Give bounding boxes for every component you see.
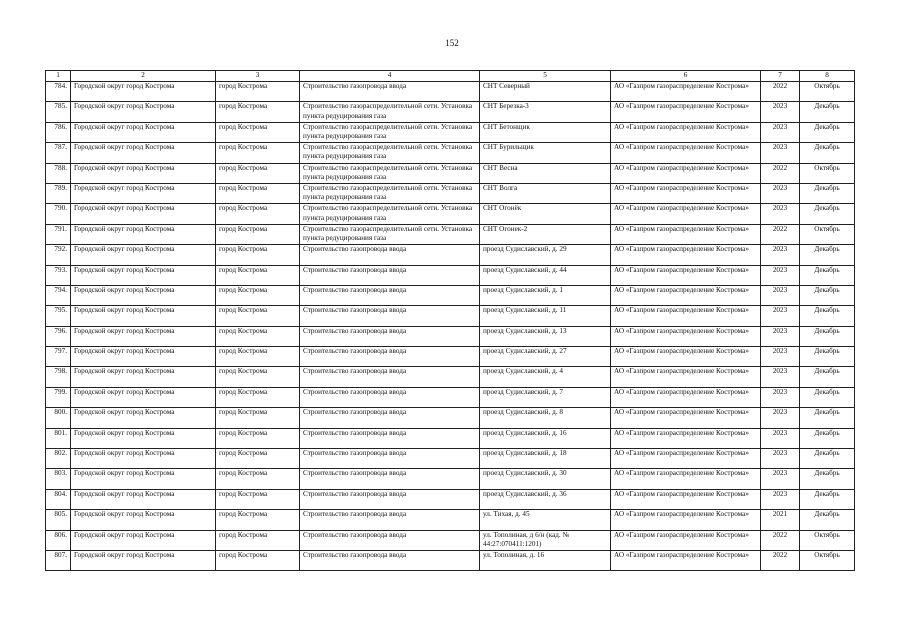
cell-work-type: Строительство газопровода ввода xyxy=(300,550,480,570)
cell-municipality: Городской округ город Кострома xyxy=(71,306,216,326)
cell-municipality: Городской округ город Кострома xyxy=(71,449,216,469)
cell-locality: город Кострома xyxy=(216,183,300,203)
column-number-2: 2 xyxy=(71,71,216,82)
cell-year: 2023 xyxy=(761,245,800,265)
cell-year: 2022 xyxy=(761,224,800,244)
cell-year: 2023 xyxy=(761,489,800,509)
cell-organization: АО «Газпром газораспределение Кострома» xyxy=(611,183,761,203)
cell-month: Декабрь xyxy=(800,306,855,326)
cell-month: Декабрь xyxy=(800,428,855,448)
cell-year: 2023 xyxy=(761,122,800,142)
cell-year: 2022 xyxy=(761,163,800,183)
cell-object-address: проезд Судиславский, д. 27 xyxy=(480,347,611,367)
cell-year: 2023 xyxy=(761,449,800,469)
cell-organization: АО «Газпром газораспределение Кострома» xyxy=(611,163,761,183)
cell-num: 801. xyxy=(46,428,71,448)
cell-organization: АО «Газпром газораспределение Кострома» xyxy=(611,469,761,489)
cell-work-type: Строительство газопровода ввода xyxy=(300,367,480,387)
table-row xyxy=(46,428,855,448)
cell-municipality: Городской округ город Кострома xyxy=(71,326,216,346)
cell-month: Декабрь xyxy=(800,183,855,203)
column-number-5: 5 xyxy=(480,71,611,82)
cell-month: Декабрь xyxy=(800,469,855,489)
cell-work-type: Строительство газопровода ввода xyxy=(300,428,480,448)
cell-month: Декабрь xyxy=(800,408,855,428)
cell-organization: АО «Газпром газораспределение Кострома» xyxy=(611,204,761,224)
cell-object-address: СНТ Березка-3 xyxy=(480,102,611,122)
cell-year: 2023 xyxy=(761,204,800,224)
cell-object-address: СНТ Северный xyxy=(480,82,611,102)
cell-municipality: Городской округ город Кострома xyxy=(71,122,216,142)
cell-object-address: проезд Судиславский, д. 4 xyxy=(480,367,611,387)
cell-municipality: Городской округ город Кострома xyxy=(71,102,216,122)
table-row xyxy=(46,449,855,469)
table-row xyxy=(46,204,855,224)
cell-work-type: Строительство газопровода ввода xyxy=(300,510,480,530)
cell-year: 2023 xyxy=(761,285,800,305)
cell-locality: город Кострома xyxy=(216,245,300,265)
cell-municipality: Городской округ город Кострома xyxy=(71,408,216,428)
cell-month: Декабрь xyxy=(800,265,855,285)
table-row xyxy=(46,387,855,407)
cell-object-address: проезд Судиславский, д. 44 xyxy=(480,265,611,285)
table-row xyxy=(46,245,855,265)
cell-work-type: Строительство газопровода ввода xyxy=(300,306,480,326)
cell-work-type: Строительство газораспределительной сети. Установка пункта редуцирования газа xyxy=(300,183,480,203)
cell-year: 2023 xyxy=(761,428,800,448)
cell-organization: АО «Газпром газораспределение Кострома» xyxy=(611,428,761,448)
cell-work-type: Строительство газораспределительной сети. Установка пункта редуцирования газа xyxy=(300,224,480,244)
cell-year: 2023 xyxy=(761,387,800,407)
cell-municipality: Городской округ город Кострома xyxy=(71,265,216,285)
cell-year: 2021 xyxy=(761,510,800,530)
cell-month: Декабрь xyxy=(800,143,855,163)
cell-locality: город Кострома xyxy=(216,265,300,285)
cell-num: 788. xyxy=(46,163,71,183)
cell-object-address: проезд Судиславский, д. 7 xyxy=(480,387,611,407)
cell-year: 2023 xyxy=(761,183,800,203)
cell-organization: АО «Газпром газораспределение Кострома» xyxy=(611,408,761,428)
table-row xyxy=(46,224,855,244)
cell-organization: АО «Газпром газораспределение Кострома» xyxy=(611,367,761,387)
cell-month: Октябрь xyxy=(800,530,855,550)
cell-year: 2023 xyxy=(761,408,800,428)
cell-month: Декабрь xyxy=(800,489,855,509)
cell-locality: город Кострома xyxy=(216,449,300,469)
cell-municipality: Городской округ город Кострома xyxy=(71,347,216,367)
cell-num: 798. xyxy=(46,367,71,387)
cell-num: 794. xyxy=(46,285,71,305)
cell-municipality: Городской округ город Кострома xyxy=(71,428,216,448)
cell-object-address: СНТ Бетонщик xyxy=(480,122,611,142)
cell-year: 2023 xyxy=(761,469,800,489)
table-row xyxy=(46,489,855,509)
cell-object-address: СНТ Бурильщик xyxy=(480,143,611,163)
cell-work-type: Строительство газопровода ввода xyxy=(300,489,480,509)
cell-num: 799. xyxy=(46,387,71,407)
cell-month: Октябрь xyxy=(800,224,855,244)
cell-month: Декабрь xyxy=(800,367,855,387)
cell-num: 806. xyxy=(46,530,71,550)
table-row xyxy=(46,265,855,285)
table-row xyxy=(46,326,855,346)
cell-organization: АО «Газпром газораспределение Кострома» xyxy=(611,245,761,265)
table-header-row xyxy=(46,71,855,82)
gasification-table xyxy=(45,70,855,571)
table-row xyxy=(46,510,855,530)
cell-year: 2023 xyxy=(761,143,800,163)
cell-num: 796. xyxy=(46,326,71,346)
cell-organization: АО «Газпром газораспределение Кострома» xyxy=(611,530,761,550)
cell-locality: город Кострома xyxy=(216,204,300,224)
cell-locality: город Кострома xyxy=(216,285,300,305)
table-row xyxy=(46,347,855,367)
cell-work-type: Строительство газораспределительной сети. Установка пункта редуцирования газа xyxy=(300,163,480,183)
cell-locality: город Кострома xyxy=(216,510,300,530)
cell-num: 786. xyxy=(46,122,71,142)
table-row xyxy=(46,82,855,102)
cell-work-type: Строительство газораспределительной сети. Установка пункта редуцирования газа xyxy=(300,204,480,224)
cell-month: Декабрь xyxy=(800,347,855,367)
cell-work-type: Строительство газораспределительной сети. Установка пункта редуцирования газа xyxy=(300,143,480,163)
cell-organization: АО «Газпром газораспределение Кострома» xyxy=(611,224,761,244)
cell-municipality: Городской округ город Кострома xyxy=(71,489,216,509)
cell-object-address: проезд Судиславский, д. 18 xyxy=(480,449,611,469)
cell-work-type: Строительство газопровода ввода xyxy=(300,245,480,265)
cell-num: 789. xyxy=(46,183,71,203)
cell-organization: АО «Газпром газораспределение Кострома» xyxy=(611,285,761,305)
cell-month: Декабрь xyxy=(800,102,855,122)
cell-municipality: Городской округ город Кострома xyxy=(71,82,216,102)
table-row xyxy=(46,285,855,305)
cell-num: 800. xyxy=(46,408,71,428)
table-row xyxy=(46,469,855,489)
cell-work-type: Строительство газопровода ввода xyxy=(300,530,480,550)
cell-locality: город Кострома xyxy=(216,122,300,142)
cell-locality: город Кострома xyxy=(216,530,300,550)
cell-organization: АО «Газпром газораспределение Кострома» xyxy=(611,387,761,407)
cell-year: 2022 xyxy=(761,550,800,570)
cell-object-address: проезд Судиславский, д. 1 xyxy=(480,285,611,305)
cell-work-type: Строительство газопровода ввода xyxy=(300,449,480,469)
cell-object-address: СНТ Огонек-2 xyxy=(480,224,611,244)
cell-organization: АО «Газпром газораспределение Кострома» xyxy=(611,510,761,530)
cell-object-address: проезд Судиславский, д. 13 xyxy=(480,326,611,346)
cell-municipality: Городской округ город Кострома xyxy=(71,530,216,550)
cell-num: 807. xyxy=(46,550,71,570)
table-row xyxy=(46,163,855,183)
cell-locality: город Кострома xyxy=(216,408,300,428)
cell-num: 785. xyxy=(46,102,71,122)
cell-month: Декабрь xyxy=(800,387,855,407)
table-row xyxy=(46,143,855,163)
cell-month: Декабрь xyxy=(800,204,855,224)
cell-month: Декабрь xyxy=(800,122,855,142)
cell-locality: город Кострома xyxy=(216,163,300,183)
column-number-3: 3 xyxy=(216,71,300,82)
cell-object-address: проезд Судиславский, д. 29 xyxy=(480,245,611,265)
table-row xyxy=(46,102,855,122)
cell-organization: АО «Газпром газораспределение Кострома» xyxy=(611,550,761,570)
table-row xyxy=(46,408,855,428)
cell-locality: город Кострома xyxy=(216,102,300,122)
cell-num: 803. xyxy=(46,469,71,489)
cell-num: 793. xyxy=(46,265,71,285)
cell-month: Декабрь xyxy=(800,449,855,469)
cell-organization: АО «Газпром газораспределение Кострома» xyxy=(611,449,761,469)
cell-organization: АО «Газпром газораспределение Кострома» xyxy=(611,122,761,142)
cell-month: Октябрь xyxy=(800,163,855,183)
cell-object-address: ул. Тополиная, д. 16 xyxy=(480,550,611,570)
cell-locality: город Кострома xyxy=(216,347,300,367)
cell-month: Октябрь xyxy=(800,550,855,570)
cell-organization: АО «Газпром газораспределение Кострома» xyxy=(611,489,761,509)
cell-object-address: проезд Судиславский, д. 36 xyxy=(480,489,611,509)
cell-municipality: Городской округ город Кострома xyxy=(71,510,216,530)
cell-municipality: Городской округ город Кострома xyxy=(71,285,216,305)
cell-work-type: Строительство газопровода ввода xyxy=(300,326,480,346)
cell-locality: город Кострома xyxy=(216,469,300,489)
cell-object-address: проезд Судиславский, д. 30 xyxy=(480,469,611,489)
cell-work-type: Строительство газопровода ввода xyxy=(300,82,480,102)
cell-year: 2023 xyxy=(761,306,800,326)
cell-municipality: Городской округ город Кострома xyxy=(71,469,216,489)
cell-locality: город Кострома xyxy=(216,489,300,509)
cell-locality: город Кострома xyxy=(216,306,300,326)
cell-work-type: Строительство газораспределительной сети. Установка пункта редуцирования газа xyxy=(300,102,480,122)
cell-organization: АО «Газпром газораспределение Кострома» xyxy=(611,265,761,285)
cell-municipality: Городской округ город Кострома xyxy=(71,550,216,570)
column-number-4: 4 xyxy=(300,71,480,82)
cell-locality: город Кострома xyxy=(216,224,300,244)
cell-object-address: СНТ Волга xyxy=(480,183,611,203)
cell-municipality: Городской округ город Кострома xyxy=(71,204,216,224)
cell-municipality: Городской округ город Кострома xyxy=(71,367,216,387)
cell-month: Декабрь xyxy=(800,510,855,530)
cell-locality: город Кострома xyxy=(216,367,300,387)
table-row xyxy=(46,306,855,326)
cell-organization: АО «Газпром газораспределение Кострома» xyxy=(611,102,761,122)
cell-year: 2023 xyxy=(761,102,800,122)
cell-year: 2023 xyxy=(761,347,800,367)
table-row xyxy=(46,530,855,550)
cell-municipality: Городской округ город Кострома xyxy=(71,245,216,265)
cell-organization: АО «Газпром газораспределение Кострома» xyxy=(611,82,761,102)
cell-object-address: ул. Тихая, д. 45 xyxy=(480,510,611,530)
cell-municipality: Городской округ город Кострома xyxy=(71,183,216,203)
cell-work-type: Строительство газопровода ввода xyxy=(300,265,480,285)
table-row xyxy=(46,367,855,387)
cell-work-type: Строительство газопровода ввода xyxy=(300,408,480,428)
column-number-8: 8 xyxy=(800,71,855,82)
cell-num: 792. xyxy=(46,245,71,265)
cell-year: 2023 xyxy=(761,326,800,346)
cell-num: 797. xyxy=(46,347,71,367)
cell-locality: город Кострома xyxy=(216,428,300,448)
cell-month: Декабрь xyxy=(800,285,855,305)
cell-object-address: ул. Тополиная, д 6/н (кад. № 44:27:070411:1201) xyxy=(480,530,611,550)
cell-num: 802. xyxy=(46,449,71,469)
column-number-7: 7 xyxy=(761,71,800,82)
cell-num: 791. xyxy=(46,224,71,244)
cell-locality: город Кострома xyxy=(216,82,300,102)
cell-work-type: Строительство газопровода ввода xyxy=(300,469,480,489)
cell-organization: АО «Газпром газораспределение Кострома» xyxy=(611,306,761,326)
cell-locality: город Кострома xyxy=(216,550,300,570)
cell-locality: город Кострома xyxy=(216,387,300,407)
page-number: 152 xyxy=(445,38,459,48)
cell-organization: АО «Газпром газораспределение Кострома» xyxy=(611,143,761,163)
cell-work-type: Строительство газопровода ввода xyxy=(300,285,480,305)
cell-year: 2023 xyxy=(761,265,800,285)
cell-locality: город Кострома xyxy=(216,326,300,346)
cell-work-type: Строительство газораспределительной сети. Установка пункта редуцирования газа xyxy=(300,122,480,142)
column-number-6: 6 xyxy=(611,71,761,82)
column-number-1: 1 xyxy=(46,71,71,82)
cell-year: 2022 xyxy=(761,82,800,102)
cell-organization: АО «Газпром газораспределение Кострома» xyxy=(611,347,761,367)
table-row xyxy=(46,550,855,570)
table-row xyxy=(46,183,855,203)
cell-object-address: проезд Судиславский, д. 8 xyxy=(480,408,611,428)
cell-num: 805. xyxy=(46,510,71,530)
cell-month: Октябрь xyxy=(800,82,855,102)
cell-month: Декабрь xyxy=(800,326,855,346)
cell-num: 790. xyxy=(46,204,71,224)
cell-municipality: Городской округ город Кострома xyxy=(71,143,216,163)
cell-object-address: СНТ Весна xyxy=(480,163,611,183)
cell-work-type: Строительство газопровода ввода xyxy=(300,387,480,407)
cell-num: 787. xyxy=(46,143,71,163)
cell-organization: АО «Газпром газораспределение Кострома» xyxy=(611,326,761,346)
cell-object-address: проезд Судиславский, д. 11 xyxy=(480,306,611,326)
cell-municipality: Городской округ город Кострома xyxy=(71,387,216,407)
cell-num: 804. xyxy=(46,489,71,509)
table-row xyxy=(46,122,855,142)
cell-locality: город Кострома xyxy=(216,143,300,163)
cell-municipality: Городской округ город Кострома xyxy=(71,224,216,244)
cell-municipality: Городской округ город Кострома xyxy=(71,163,216,183)
cell-month: Декабрь xyxy=(800,245,855,265)
cell-num: 784. xyxy=(46,82,71,102)
cell-num: 795. xyxy=(46,306,71,326)
cell-work-type: Строительство газопровода ввода xyxy=(300,347,480,367)
cell-year: 2023 xyxy=(761,367,800,387)
cell-object-address: СНТ Огонёк xyxy=(480,204,611,224)
cell-year: 2022 xyxy=(761,530,800,550)
cell-object-address: проезд Судиславский, д. 16 xyxy=(480,428,611,448)
